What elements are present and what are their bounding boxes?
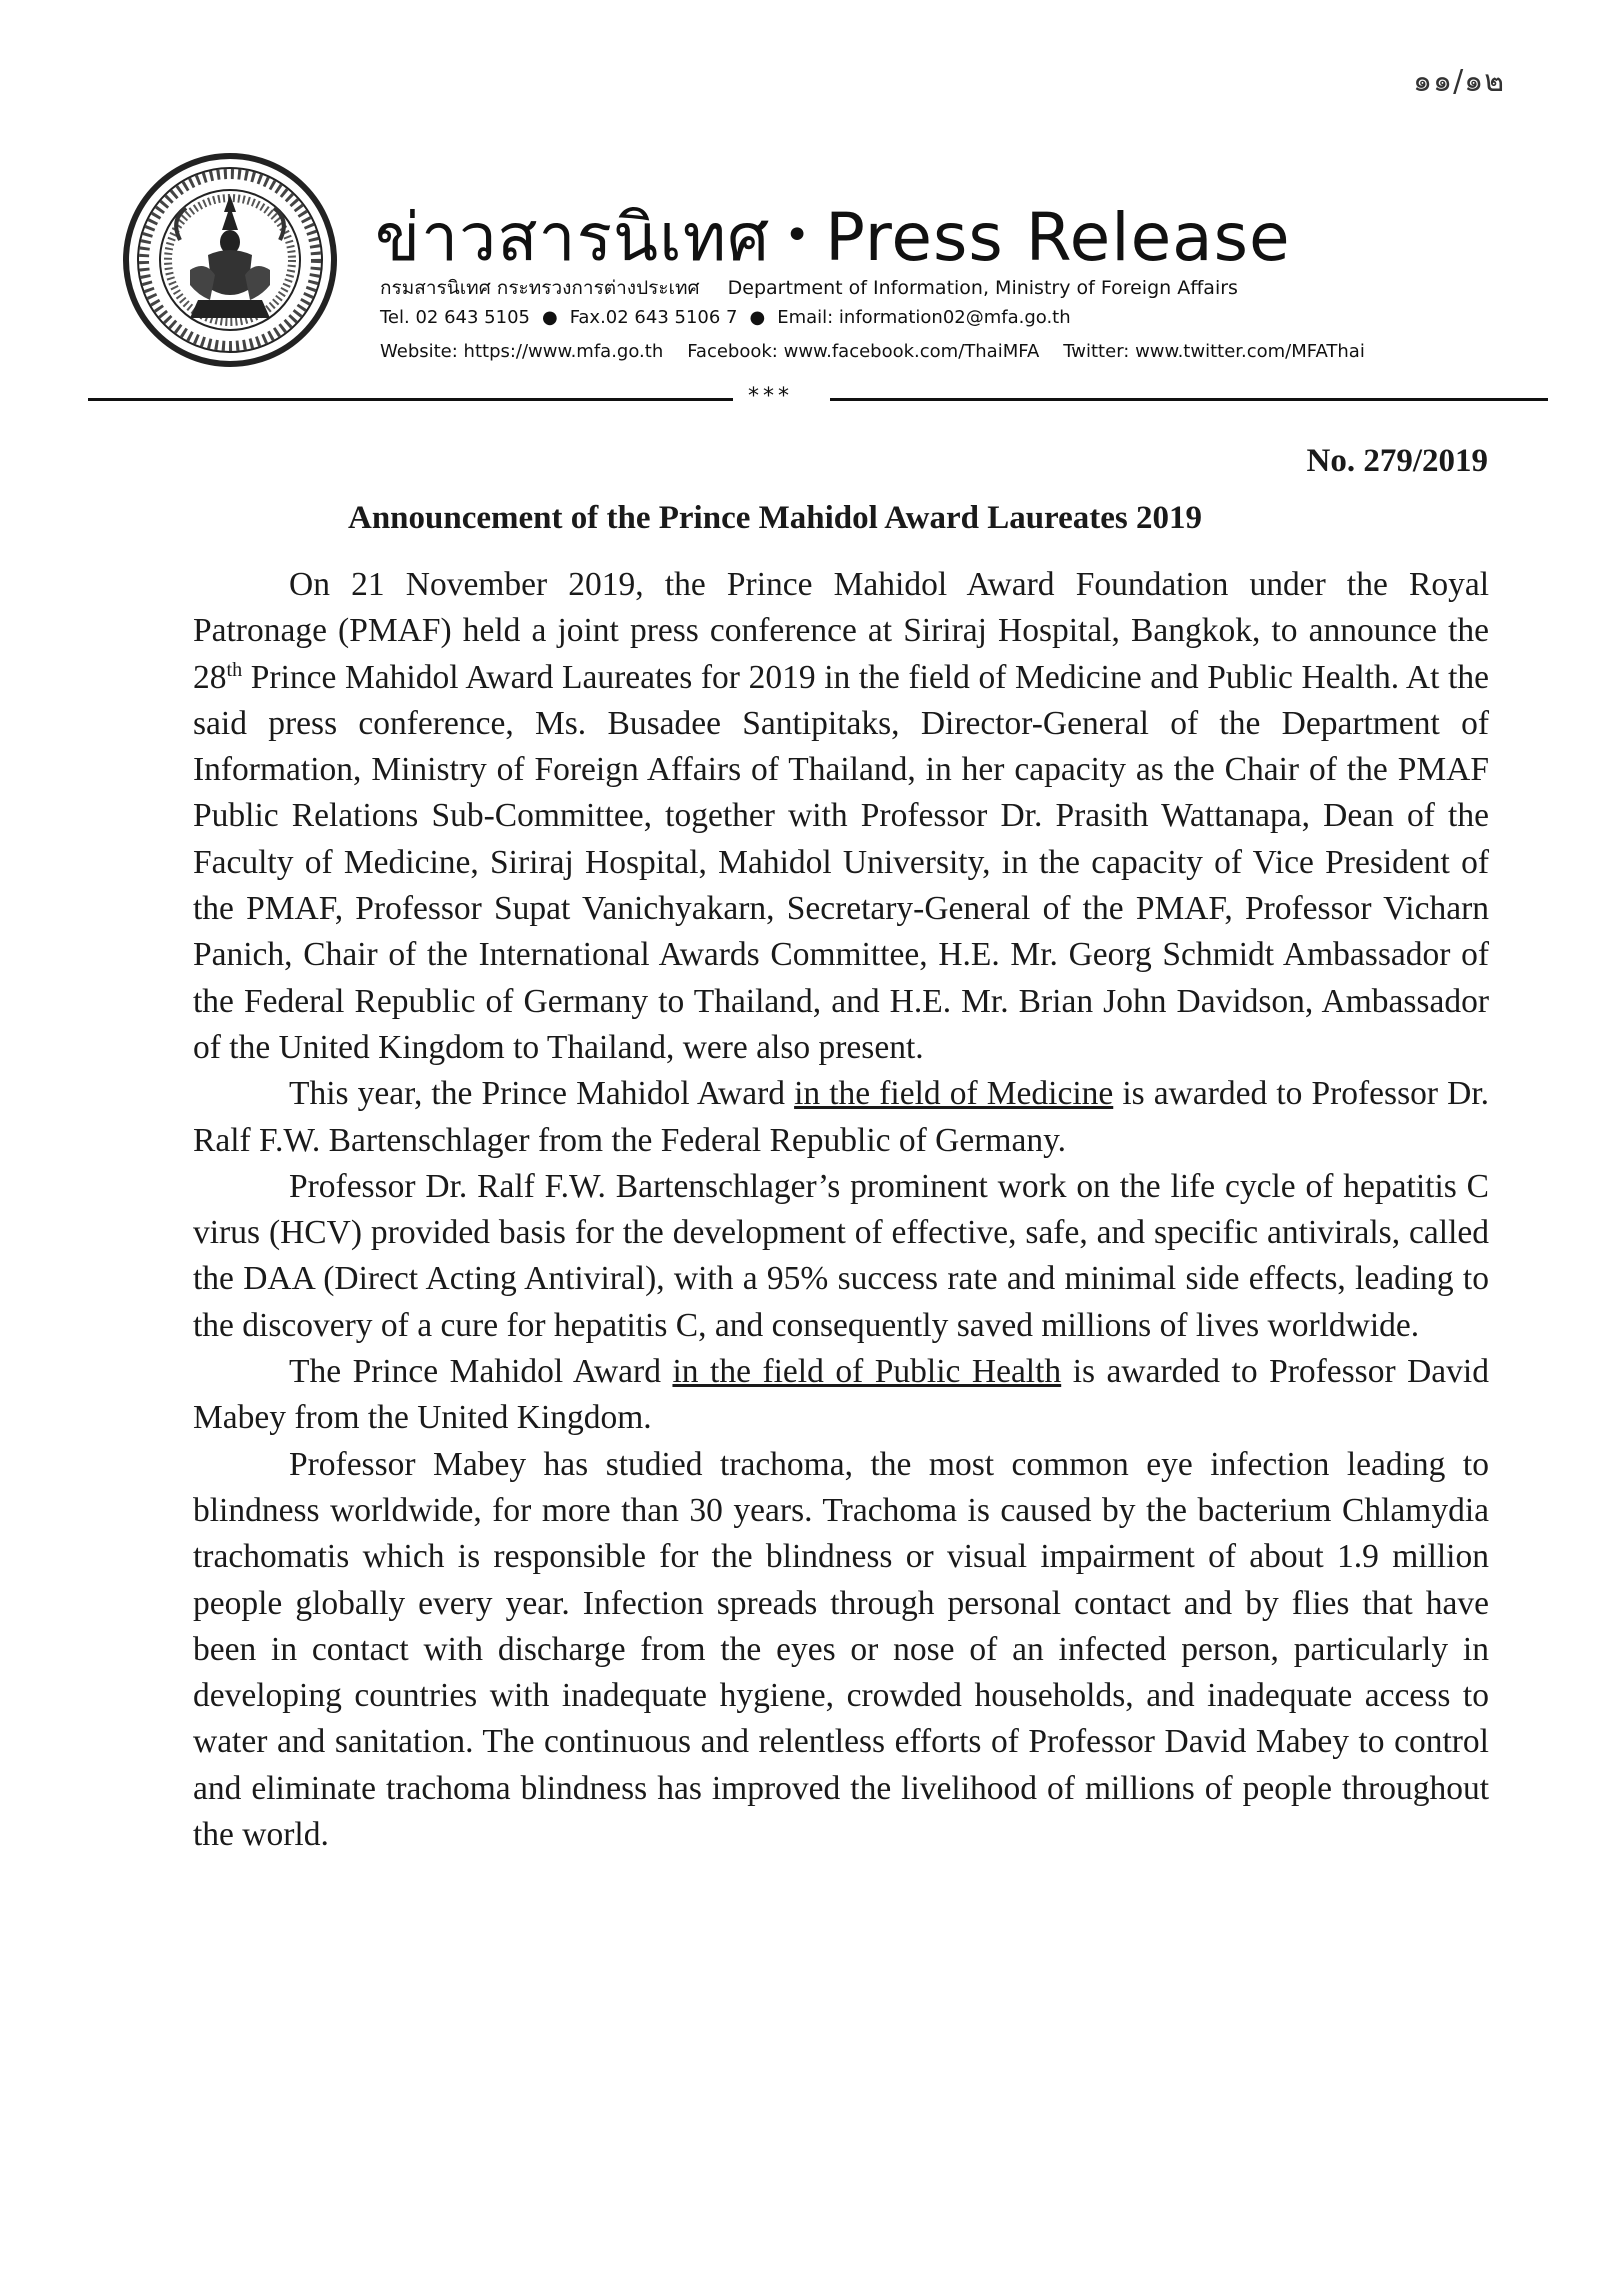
paragraph-1: On 21 November 2019, the Prince Mahidol Award Foundation under the Royal Patronage (PMAF) held a joint press conference at Siriraj Hospital, Bangkok, to announce the 28th Prince Mahidol Award Laureates for 2019 in the field of Medicine and Public Health. At the said press conference, Ms. Busadee Santipitaks, Director-General of the Department of Information, Ministry of Foreign Affairs of Thailand, in her capacity as the Chair of the PMAF Public Relations Sub-Committee, together with Professor Dr. Prasith Wattanapa, Dean of the Faculty of Medicine, Siriraj Hospital, Mahidol University, in the capacity of Vice President of the PMAF, Professor Supat Vanichyakarn, Secretary-General of the PMAF, Professor Vicharn Panich, Chair of the International Awards Committee, H.E. Mr. Georg Schmidt Ambassador of the Federal Republic of Germany to Thailand, and H.E. Mr. Brian John Davidson, Ambassador of the United Kingdom to Thailand, were also present. <box>193 566 1489 1066</box>
masthead-bullet: • <box>784 210 812 261</box>
headline: Announcement of the Prince Mahidol Award Laureates 2019 <box>348 500 1202 536</box>
paragraph-4: The Prince Mahidol Award in the field of Public Health is awarded to Professor David Mabey from the United Kingdom. <box>193 1353 1489 1437</box>
department-english: Department of Information, Ministry of Foreign Affairs <box>727 277 1238 299</box>
medicine-field-underline: in the field of Medicine <box>794 1075 1114 1113</box>
facebook: Facebook: www.facebook.com/ThaiMFA <box>687 341 1040 362</box>
web-line <box>380 341 1365 362</box>
page-number: ๑๑/๑๒ <box>1412 64 1505 99</box>
header-divider-left <box>88 398 733 401</box>
email: Email: information02@mfa.go.th <box>777 307 1071 328</box>
paragraph-5: Professor Mabey has studied trachoma, the most common eye infection leading to blindness worldwide, for more than 30 years. Trachoma is caused by the bacterium Chlamydia trachomatis which is responsible for the blindness or visual impairment of about 1.9 million people globally every year. Infection spreads through personal contact and by flies that have been in contact with discharge from the eyes or nose of an infected person, particularly in developing countries with inadequate hygiene, crowded households, and inadequate access to water and sanitation. The continuous and relentless efforts of Professor David Mabey to control and eliminate trachoma blindness has improved the livelihood of millions of people throughout the world. <box>193 1445 1489 1854</box>
divider-stars: *** <box>748 384 793 409</box>
masthead-title-english: Press Release <box>825 199 1291 276</box>
separator-dot-icon: ● <box>749 307 766 328</box>
masthead-title-thai: ข่าวสารนิเทศ <box>375 199 771 276</box>
body-text <box>193 562 1489 1858</box>
contact-line <box>380 307 1071 328</box>
paragraph-2: This year, the Prince Mahidol Award in the field of Medicine is awarded to Professor Dr. Ralf F.W. Bartenschlager from the Federal Republic of Germany. <box>193 1075 1489 1159</box>
website: Website: https://www.mfa.go.th <box>380 341 664 362</box>
fax: Fax.02 643 5106 7 <box>569 307 738 328</box>
department-thai: กรมสารนิเทศ กระทรวงการต่างประเทศ <box>380 277 700 299</box>
public-health-field-underline: in the field of Public Health <box>672 1353 1062 1391</box>
telephone: Tel. 02 643 5105 <box>380 307 530 328</box>
paragraph-3: Professor Dr. Ralf F.W. Bartenschlager’s prominent work on the life cycle of hepatitis C virus (HCV) provided basis for the development of effective, safe, and specific antivirals, called the DAA (Direct Acting Antiviral), with a 95% success rate and minimal side effects, leading to the discovery of a cure for hepatitis C, and consequently saved millions of lives worldwide. <box>193 1167 1489 1344</box>
department-line <box>380 273 1238 303</box>
header-divider-right <box>830 398 1548 401</box>
separator-dot-icon: ● <box>541 307 558 328</box>
document-number: No. 279/2019 <box>1306 443 1488 479</box>
twitter: Twitter: www.twitter.com/MFAThai <box>1063 341 1365 362</box>
masthead <box>375 185 1365 362</box>
ministry-seal-logo <box>120 150 340 370</box>
